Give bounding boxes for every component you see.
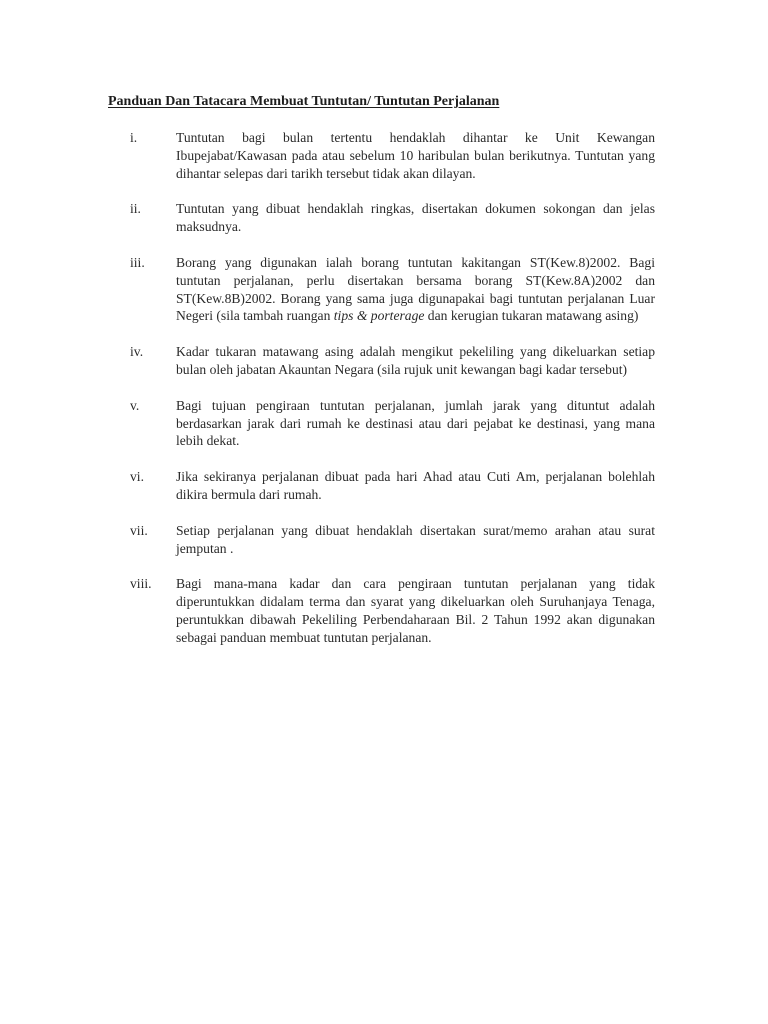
list-item xyxy=(130,397,655,450)
list-item-text: Kadar tukaran matawang asing adalah mengikut pekeliling yang dikeluarkan setiap bulan oleh jabatan Akauntan Negara (sila rujuk unit kewangan bagi kadar tersebut) xyxy=(176,344,655,377)
list-item-number: vii. xyxy=(130,522,148,538)
list-item-number: iii. xyxy=(130,254,145,270)
list-item-text xyxy=(176,254,655,325)
list-item-text-part: Borang yang digunakan ialah borang tuntutan kakitangan ST(Kew.8)2002. Bagi tuntutan perjalanan, perlu disertakan bersama borang ST(Kew.8A)2002 dan ST(Kew.8B)2002. Borang yang sama juga digunapakai bagi tuntutan perjalanan Luar Negeri (sila tambah ruangan xyxy=(176,254,655,324)
list-item-text: Tuntutan yang dibuat hendaklah ringkas, disertakan dokumen sokongan dan jelas maksudnya. xyxy=(176,201,655,235)
list-item xyxy=(130,575,655,646)
list-item xyxy=(130,343,655,379)
list-item-text-part: dan kerugian tukaran matawang asing) xyxy=(424,308,639,324)
list-item xyxy=(130,254,655,325)
list-item-number: vi. xyxy=(130,469,144,485)
list-item-number: v. xyxy=(130,397,140,413)
list-item-text: Setiap perjalanan yang dibuat hendaklah disertakan surat/memo arahan atau surat jemputan . xyxy=(176,522,655,556)
list-item xyxy=(130,522,655,558)
document-title: Panduan Dan Tatacara Membuat Tuntutan/ Tuntutan Perjalanan xyxy=(108,94,500,109)
list-item xyxy=(130,468,655,504)
list-item-number: iv. xyxy=(130,344,144,360)
list-item xyxy=(130,200,655,236)
list-item-text: Tuntutan bagi bulan tertentu hendaklah dihantar ke Unit Kewangan Ibupejabat/Kawasan pada atau sebelum 10 haribulan bulan berikutnya. Tuntutan yang dihantar selepas dari tarikh tersebut tidak akan dilayan. xyxy=(176,130,655,181)
guideline-list xyxy=(130,129,655,665)
list-item-text: Bagi mana-mana kadar dan cara pengiraan tuntutan perjalanan yang tidak diperuntukkan didalam terma dan syarat yang dikeluarkan oleh Suruhanjaya Tenaga, peruntukkan dibawah Pekeliling Perbendaharaan Bil. 2 Tahun 1992 akan digunakan sebagai panduan membuat tuntutan perjalanan. xyxy=(176,576,655,645)
list-item-number: viii. xyxy=(130,576,152,592)
list-item-number: i. xyxy=(130,130,138,145)
list-item-text-italic: tips & porterage xyxy=(333,308,425,324)
list-item-text: Bagi tujuan pengiraan tuntutan perjalanan, jumlah jarak yang dituntut adalah berdasarkan jarak dari rumah ke destinasi atau dari pejabat ke destinasi, yang mana lebih dekat. xyxy=(176,397,655,449)
list-item-number: ii. xyxy=(130,201,141,217)
list-item xyxy=(130,129,655,182)
list-item-text: Jika sekiranya perjalanan dibuat pada hari Ahad atau Cuti Am, perjalanan bolehlah dikira bermula dari rumah. xyxy=(176,469,655,502)
